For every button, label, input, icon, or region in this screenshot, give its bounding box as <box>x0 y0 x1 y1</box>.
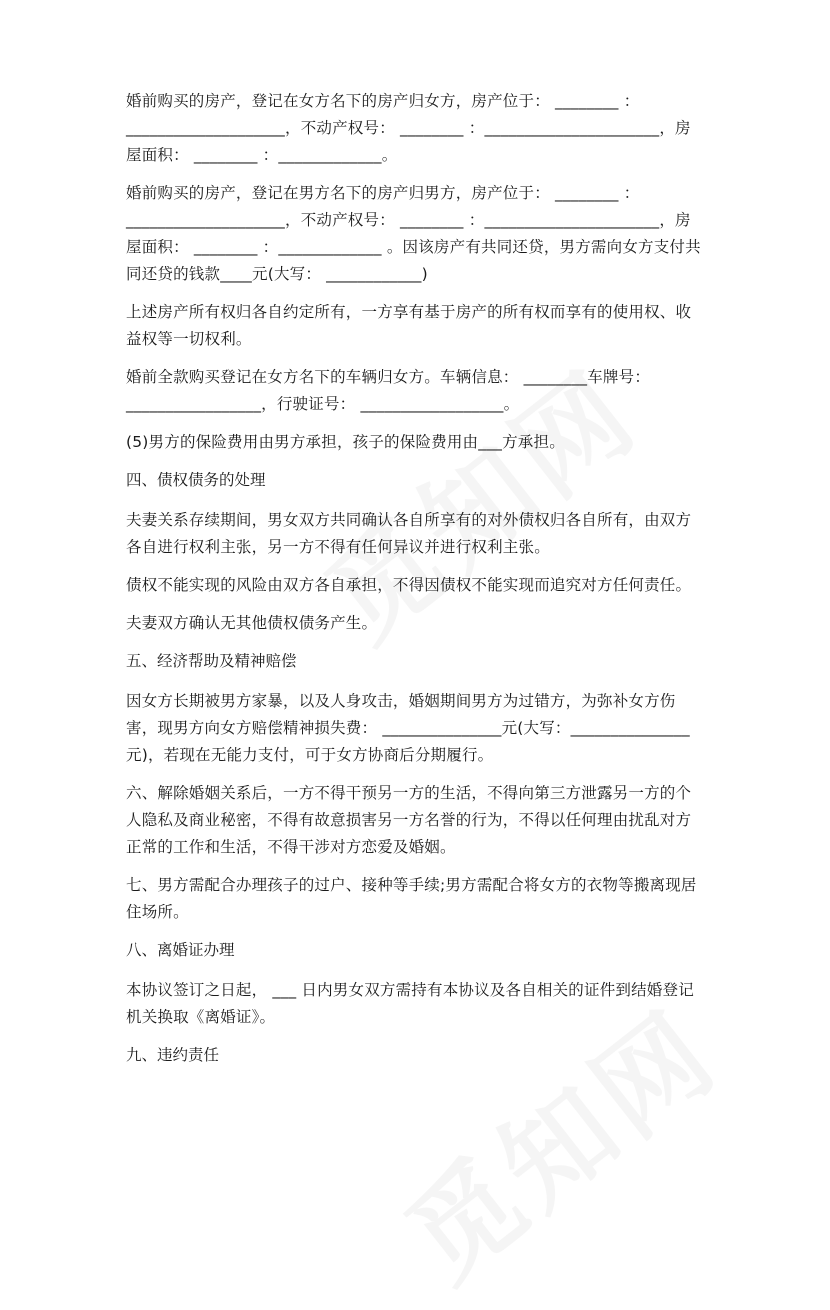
section-heading-debts: 四、债权债务的处理 <box>126 471 266 489</box>
paragraph-privacy: 六、解除婚姻关系后，一方不得干预另一方的生活，不得向第三方泄露另一方的个人隐私及商业秘密，不得有故意损害另一方名誉的行为，不得以任何理由扰乱对方正常的工作和生活，不得干涉对方恋爱及婚姻。 <box>126 784 692 856</box>
paragraph-child-procedures: 七、男方需配合办理孩子的过户、接种等手续;男方需配合将女方的衣物等搬离现居住场所。 <box>126 876 697 921</box>
paragraph-certificate-procedure: 本协议签订之日起， ___ 日内男女双方需持有本协议及各自相关的证件到结婚登记机关换取《离婚证》。 <box>126 981 694 1026</box>
paragraph-property-rights: 上述房产所有权归各自约定所有，一方享有基于房产的所有权而享有的使用权、收益权等一切权利。 <box>126 303 692 348</box>
paragraph-creditor-rights: 夫妻关系存续期间，男女双方共同确认各自所享有的对外债权归各自所有，由双方各自进行权利主张，另一方不得有任何异议并进行权利主张。 <box>126 511 692 556</box>
paragraph-female-property: 婚前购买的房产，登记在女方名下的房产归女方，房产位于： ________ ：____________________，不动产权号： ________ ：______________________，房屋面积： ________ ：_____________。 <box>126 92 691 164</box>
paragraph-compensation: 因女方长期被男方家暴，以及人身攻击，婚姻期间男方为过错方，为弥补女方伤害，现男方向女方赔偿精神损失费： _______________元(大写：_______________元)，若现在无能力支付，可于女方协商后分期履行。 <box>126 692 690 764</box>
section-heading-compensation: 五、经济帮助及精神赔偿 <box>126 652 297 670</box>
paragraph-vehicle: 婚前全款购买登记在女方名下的车辆归女方。车辆信息： ________车牌号：_________________，行驶证号： __________________。 <box>126 368 651 413</box>
paragraph-insurance: (5)男方的保险费用由男方承担，孩子的保险费用由___方承担。 <box>126 433 565 451</box>
paragraph-male-property: 婚前购买的房产，登记在男方名下的房产归男方，房产位于： ________ ：____________________，不动产权号： ________ ：______________________，房屋面积： ________ ：_____________ 。因该房产有共同还贷，男方需向女方支付共同还贷的钱款____元(大写： ____________) <box>126 184 701 283</box>
paragraph-no-other-debts: 夫妻双方确认无其他债权债务产生。 <box>126 614 378 632</box>
section-heading-liability: 九、违约责任 <box>126 1046 220 1064</box>
paragraph-credit-risk: 债权不能实现的风险由双方各自承担，不得因债权不能实现而追究对方任何责任。 <box>126 576 692 594</box>
document-body <box>126 88 706 1082</box>
section-heading-divorce-certificate: 八、离婚证办理 <box>126 941 235 959</box>
